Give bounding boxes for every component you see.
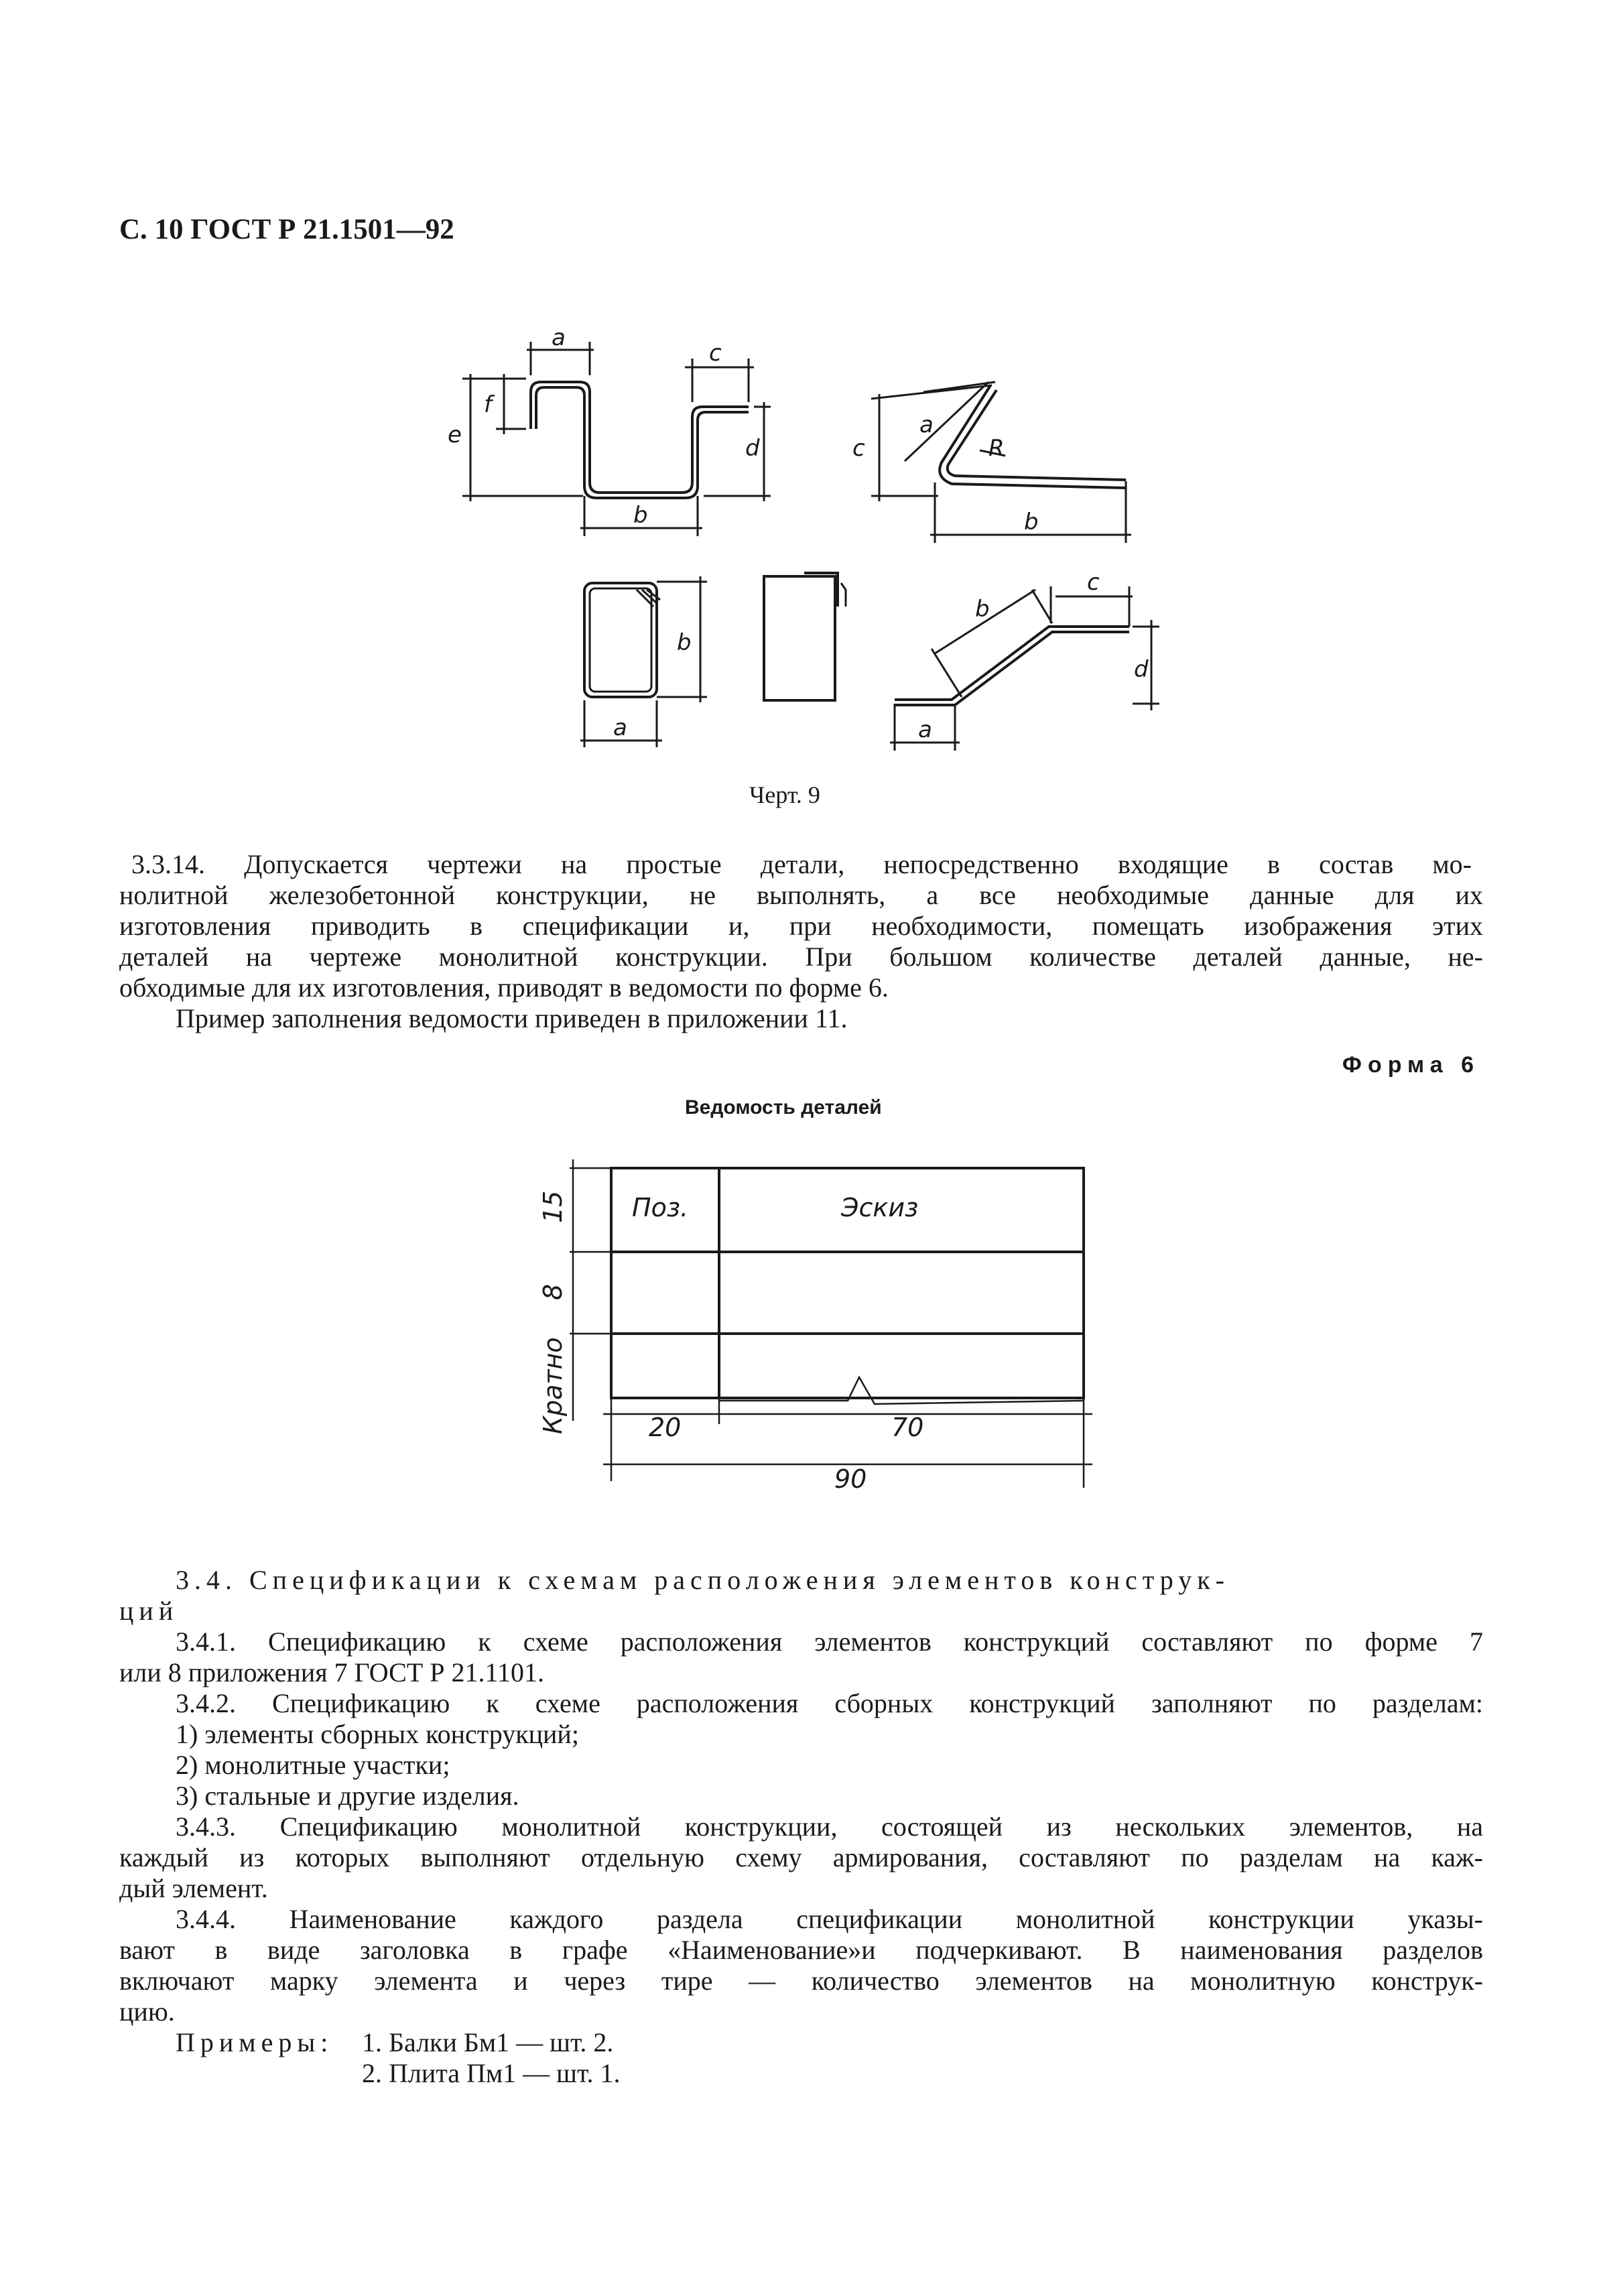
example-reference: Пример заполнения ведомости приведен в приложении 11. <box>176 1003 848 1033</box>
dim-label: a <box>552 324 566 351</box>
para-3-3-14-line: деталей на чертеже монолитной конструкции. При большом количестве деталей данные, не- <box>119 942 1483 972</box>
dim-70: 70 <box>891 1413 924 1442</box>
example-2: 2. Плита Пм1 — шт. 1. <box>362 2058 621 2088</box>
stirrup <box>584 583 660 697</box>
dim-label: c <box>852 435 865 462</box>
form-6-table <box>0 1139 1599 1515</box>
dim-label: b <box>677 629 692 656</box>
section-line: 2) монолитные участки; <box>176 1750 450 1780</box>
dim-90: 90 <box>834 1464 867 1494</box>
examples-label: Примеры: <box>176 2027 334 2057</box>
table-title: Ведомость деталей <box>685 1096 882 1119</box>
dim-label: f <box>484 391 492 418</box>
dim-label: c <box>1087 569 1100 596</box>
dim-20: 20 <box>649 1413 682 1442</box>
form-label: Форма 6 <box>1342 1052 1480 1078</box>
para-3-3-14-line: изготовления приводить в спецификации и, при необходимости, помещать изображения этих <box>119 911 1483 941</box>
dim-kratno: Кратно <box>538 1337 568 1434</box>
dim-15: 15 <box>538 1190 568 1223</box>
figure-caption: Черт. 9 <box>749 781 820 808</box>
section-line: 3.4.2. Спецификацию к схеме расположения сборных конструкций заполняют по разделам: <box>176 1688 1483 1718</box>
bent-bar <box>895 627 1129 705</box>
dim-label: b <box>633 502 648 529</box>
dim-label: R <box>988 435 1005 462</box>
section-line: включают марку элемента и через тире — количество элементов на монолитную конструк- <box>119 1966 1483 1996</box>
dim-8: 8 <box>538 1283 568 1300</box>
dim-label: b <box>1024 509 1039 535</box>
u-shaped-bar <box>531 382 749 498</box>
dim-label: b <box>975 596 990 623</box>
section-line: цию. <box>119 1996 175 2027</box>
dim-label: d <box>1134 656 1149 683</box>
para-3-3-14-line: 3.3.14. Допускается чертежи на простые детали, непосредственно входящие в состав мо- <box>131 849 1472 879</box>
example-1: 1. Балки Бм1 — шт. 2. <box>362 2027 614 2057</box>
section-line: 3.4.1. Спецификацию к схеме расположения элементов конструкций составляют по форме 7 <box>176 1627 1483 1657</box>
section-heading: 3.4. Спецификации к схемам расположения элементов конструк- <box>176 1565 1230 1595</box>
section-line: 1) элементы сборных конструкций; <box>176 1719 579 1749</box>
stirrup-side-view <box>764 573 846 700</box>
dim-label: a <box>919 411 934 438</box>
dim-label: a <box>918 716 932 743</box>
col-sketch-header: Эскиз <box>841 1193 919 1222</box>
col-pos-header: Поз. <box>632 1193 689 1222</box>
section-line: 3.4.4. Наименование каждого раздела спецификации монолитной конструкции указы- <box>176 1904 1483 1934</box>
section-line: каждый из которых выполняют отдельную схему армирования, составляют по разделам на каж- <box>119 1842 1483 1872</box>
section-line: или 8 приложения 7 ГОСТ Р 21.1101. <box>119 1657 545 1687</box>
section-line: вают в виде заголовка в графе «Наименование»и подчеркивают. В наименования разделов <box>119 1935 1483 1965</box>
section-heading-cont: ций <box>119 1596 179 1626</box>
figure-rebar-shapes <box>0 0 1599 838</box>
dim-label: a <box>613 714 627 741</box>
section-line: 3) стальные и другие изделия. <box>176 1781 519 1811</box>
section-line: дый элемент. <box>119 1873 268 1903</box>
section-line: 3.4.3. Спецификацию монолитной конструкции, состоящей из нескольких элементов, на <box>176 1811 1483 1842</box>
page-header: С. 10 ГОСТ Р 21.1501—92 <box>119 214 454 245</box>
dim-label: d <box>745 435 760 462</box>
para-3-3-14-line: обходимые для их изготовления, приводят в ведомости по форме 6. <box>119 972 889 1003</box>
dim-label: e <box>448 422 462 448</box>
para-3-3-14-line: нолитной железобетонной конструкции, не выполнять, а все необходимые данные для их <box>119 880 1483 910</box>
dim-label: c <box>709 340 722 367</box>
